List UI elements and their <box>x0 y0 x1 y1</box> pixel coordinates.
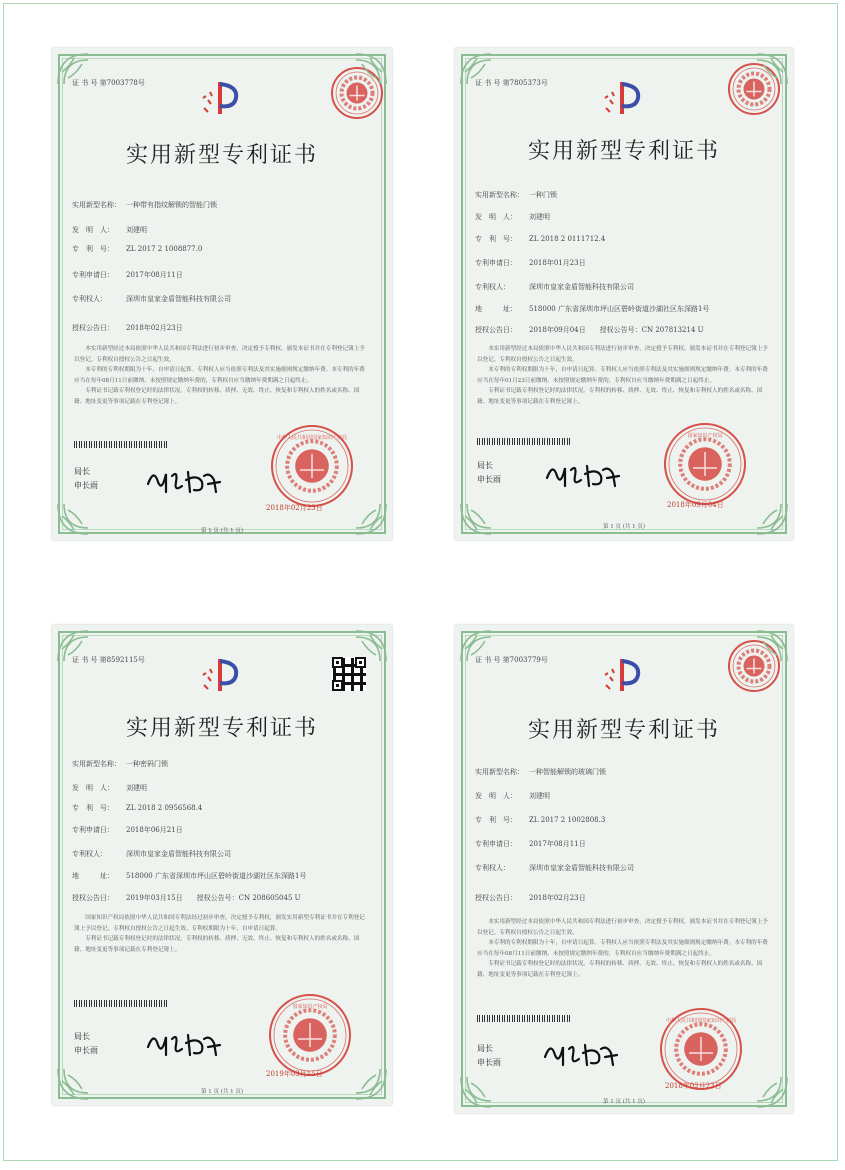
field-label: 专利权人： <box>475 864 510 872</box>
field-value: ZL 2018 2 0111712.4 <box>529 235 606 243</box>
page-number: 第 1 页 (共 1 页) <box>602 524 646 530</box>
seal-text: 中华人民共和国国家知识产权局 <box>665 1018 736 1024</box>
red-seal-icon <box>268 993 352 1077</box>
field-label: 专利申请日： <box>72 271 114 279</box>
field-value: 518000 广东省深圳市坪山区碧岭街道沙湖社区东深路1号 <box>126 872 307 880</box>
certificate-title: 实用新型专利证书 <box>125 143 318 168</box>
seal-text: 国家知识产权局 <box>292 1004 328 1010</box>
body-paragraph: 本专利的专利权期限为十年，自申请日起算。专利权人应当依照专利法及其实施细则规定缴纳年费。本专利的年费应当在每年08月11日前缴纳。未按照规定缴纳年费的，专利权自应当缴纳年费期满之日起终止。 <box>477 940 768 957</box>
certificate-number: 证 书 号 第8592115号 <box>72 656 145 664</box>
field-label: 发 明 人： <box>475 213 517 221</box>
field-label: 发 明 人： <box>72 784 114 792</box>
director-title: 局长 <box>74 467 90 476</box>
page-number: 第 1 页 (共 1 页) <box>602 1099 646 1105</box>
field-value: 深圳市皇家金盾智能科技有限公司 <box>529 283 634 291</box>
field-value: ZL 2018 2 0956568.4 <box>126 804 203 812</box>
certificate-body-text <box>477 917 771 980</box>
director-name: 申长雨 <box>477 475 501 484</box>
certificate-body-text <box>477 344 771 407</box>
field-label: 授权公告日： <box>72 894 114 902</box>
field-label: 地 址： <box>72 872 114 880</box>
certificate-title: 实用新型专利证书 <box>125 716 318 741</box>
field-value: 刘建明 <box>529 213 550 221</box>
field-label: 实用新型名称： <box>475 768 524 776</box>
field-row <box>475 839 586 849</box>
barcode-icon <box>477 438 572 445</box>
seal-date: 2018年02月23日 <box>665 1082 722 1090</box>
field-value: 深圳市皇家金盾智能科技有限公司 <box>529 864 634 872</box>
field-value: 2018年02月23日 <box>529 894 586 902</box>
corner-ornament-icon <box>56 52 90 86</box>
corner-ornament-icon <box>56 502 90 536</box>
certificate-number: 证 书 号 第7003779号 <box>475 656 548 664</box>
field-label: 专利权人： <box>72 850 107 858</box>
field-value: 刘建明 <box>126 784 147 792</box>
field-row <box>475 767 606 777</box>
field-row <box>72 225 147 235</box>
certificate-title: 实用新型专利证书 <box>527 139 720 164</box>
field-row <box>72 783 147 793</box>
field-row <box>72 759 168 769</box>
page-number: 第 1 页 (共 1 页) <box>200 1089 244 1095</box>
corner-ornament-icon <box>354 629 388 663</box>
director-title: 局长 <box>477 461 493 470</box>
corner-ornament-icon <box>755 1075 789 1109</box>
corner-ornament-icon <box>459 1075 493 1109</box>
field-label: 发 明 人： <box>72 226 114 234</box>
cnipa-logo-icon <box>602 655 646 695</box>
field-row <box>72 270 183 280</box>
barcode-icon <box>477 1015 572 1022</box>
field-label: 授权公告日： <box>475 894 517 902</box>
field-label: 专利权人： <box>72 295 107 303</box>
corner-ornament-icon <box>459 502 493 536</box>
field-row <box>72 893 301 903</box>
red-seal-icon <box>270 424 354 508</box>
field-value: 2018年02月23日 <box>126 324 183 332</box>
field-row <box>475 893 586 903</box>
field-label: 授权公告日： <box>475 326 517 334</box>
field-value: 深圳市皇家金盾智能科技有限公司 <box>126 295 231 303</box>
field-row <box>72 323 183 333</box>
cnipa-logo-icon <box>200 78 244 118</box>
body-paragraph: 本专利的专利权期限为十年，自申请日起算。专利权人应当依照专利法及其实施细则规定缴纳年费。本专利的年费应当在每年08月11日前缴纳。未按照规定缴纳年费的，专利权自应当缴纳年费期满之日起终止。 <box>74 367 365 384</box>
body-paragraph: 专利证书记载专利权登记时的法律状况。专利权的转移、质押、无效、终止、恢复和专利权人的姓名或名称、国籍、地址变更等事项记载在专利登记簿上。 <box>477 961 763 978</box>
body-paragraph: 本实用新型经过本局依照中华人民共和国专利法进行初步审查，决定授予专利权，颁发本证书并在专利登记簿上予以登记。专利权自授权公告之日起生效。 <box>477 346 768 363</box>
certificate-body-text <box>74 344 370 407</box>
field-value: ZL 2017 2 1008877.0 <box>126 245 203 253</box>
certificate-number: 证 书 号 第7805373号 <box>475 79 548 87</box>
field-row <box>475 212 550 222</box>
field-value: 刘建明 <box>529 792 550 800</box>
red-seal-icon <box>659 1007 743 1091</box>
field-label: 专利权人： <box>475 283 510 291</box>
field-value: 2019年03月15日 授权公告号：CN 208605045 U <box>126 894 301 902</box>
red-seal-icon <box>663 422 747 506</box>
corner-ornament-icon <box>56 1067 90 1101</box>
signature-icon <box>541 1035 621 1071</box>
seal-date: 2018年09月04日 <box>667 501 724 509</box>
field-row <box>72 825 183 835</box>
signature-icon <box>144 1025 224 1061</box>
field-row <box>475 190 557 200</box>
page-number: 第 1 页 (共 1 页) <box>200 528 244 534</box>
field-label: 专利申请日： <box>475 840 517 848</box>
certificate-1 <box>52 48 392 540</box>
field-label: 实用新型名称： <box>72 201 121 209</box>
field-label: 地 址： <box>475 305 517 313</box>
barcode-icon <box>74 1000 169 1007</box>
field-row <box>72 871 306 881</box>
field-label: 专利申请日： <box>475 259 517 267</box>
corner-ornament-icon <box>459 629 493 663</box>
field-value: 2018年06月21日 <box>126 826 183 834</box>
certificate-title: 实用新型专利证书 <box>527 718 720 743</box>
barcode-icon <box>74 441 169 448</box>
body-paragraph: 本实用新型经过本局依照中华人民共和国专利法进行初步审查，决定授予专利权，颁发本证书并在专利登记簿上予以登记。专利权自授权公告之日起生效。 <box>477 919 768 936</box>
seal-text: 中华人民共和国国家知识产权局 <box>276 435 347 441</box>
certificate-2 <box>455 48 793 540</box>
corner-ornament-icon <box>56 629 90 663</box>
signature-icon <box>543 456 623 492</box>
field-row <box>475 304 709 314</box>
corner-ornament-icon <box>755 52 789 86</box>
field-row <box>475 282 634 292</box>
corner-ornament-icon <box>755 502 789 536</box>
field-value: 2017年08月11日 <box>126 271 183 279</box>
field-label: 专 利 号： <box>72 804 114 812</box>
field-label: 实用新型名称： <box>475 191 524 199</box>
seal-date: 2018年02月23日 <box>266 504 323 512</box>
field-label: 专 利 号： <box>72 245 114 253</box>
director-title: 局长 <box>74 1032 90 1041</box>
field-label: 实用新型名称： <box>72 760 121 768</box>
director-name: 申长雨 <box>74 1046 98 1055</box>
field-value: ZL 2017 2 1002808.3 <box>529 816 606 824</box>
field-row <box>72 849 231 859</box>
field-row <box>72 294 231 304</box>
field-label: 专利申请日： <box>72 826 114 834</box>
field-row <box>72 244 202 254</box>
field-value: 深圳市皇家金盾智能科技有限公司 <box>126 850 231 858</box>
certificate-4 <box>455 625 793 1113</box>
body-paragraph: 专利证书记载专利权登记时的法律状况。专利权的转移、质押、无效、终止、恢复和专利权人的姓名或名称、国籍、地址变更等事项记载在专利登记簿上。 <box>74 388 360 405</box>
field-value: 刘建明 <box>126 226 147 234</box>
certificate-number: 证 书 号 第7003778号 <box>72 79 145 87</box>
field-row <box>475 863 634 873</box>
field-value: 2018年01月23日 <box>529 259 586 267</box>
field-value: 518000 广东省深圳市坪山区碧岭街道沙湖社区东深路1号 <box>529 305 710 313</box>
corner-ornament-icon <box>755 629 789 663</box>
cnipa-logo-icon <box>602 78 646 118</box>
corner-ornament-icon <box>354 502 388 536</box>
field-value: 2018年09月04日 授权公告号：CN 207813214 U <box>529 326 704 334</box>
body-paragraph: 专利证书记载专利权登记时的法律状况。专利权的转移、质押、无效、终止、恢复和专利权人的姓名或名称、国籍、地址变更等事项记载在专利登记簿上。 <box>477 388 763 405</box>
field-label: 授权公告日： <box>72 324 114 332</box>
corner-ornament-icon <box>459 52 493 86</box>
director-title: 局长 <box>477 1044 493 1053</box>
seal-date: 2019年03月15日 <box>266 1070 323 1078</box>
field-label: 专 利 号： <box>475 816 517 824</box>
corner-ornament-icon <box>354 1067 388 1101</box>
field-row <box>475 791 550 801</box>
field-row <box>72 200 217 210</box>
field-value: 一种门锁 <box>529 191 557 199</box>
seal-text: 国家知识产权局 <box>687 433 723 439</box>
body-paragraph: 本专利的专利权期限为十年，自申请日起算。专利权人应当依照专利法及其实施细则规定缴纳年费。本专利的年费应当在每年01月23日前缴纳。未按照规定缴纳年费的，专利权自应当缴纳年费期满之日起终止。 <box>477 367 768 384</box>
field-row <box>475 258 586 268</box>
field-value: 一种密码门锁 <box>126 760 168 768</box>
field-row <box>475 815 605 825</box>
field-value: 2017年08月11日 <box>529 840 586 848</box>
field-label: 发 明 人： <box>475 792 517 800</box>
field-row <box>72 803 202 813</box>
field-row <box>475 234 605 244</box>
body-paragraph: 本实用新型经过本局依照中华人民共和国专利法进行初步审查，决定授予专利权，颁发本证书并在专利登记簿上予以登记。专利权自授权公告之日起生效。 <box>74 346 365 363</box>
field-row <box>475 325 704 335</box>
director-name: 申长雨 <box>74 481 98 490</box>
corner-ornament-icon <box>354 52 388 86</box>
field-value: 一种带有指纹解锁的智能门锁 <box>126 201 217 209</box>
body-paragraph: 国家知识产权局依照中华人民共和国专利法经过初步审查，决定授予专利权，颁发实用新型专利证书并在专利登记簿上予以登记。专利权自授权公告之日起生效。专利权期限为十年，自申请日起算。 <box>74 915 365 932</box>
signature-icon <box>144 462 224 498</box>
field-label: 专 利 号： <box>475 235 517 243</box>
certificate-body-text <box>74 913 370 955</box>
certificate-3 <box>52 625 392 1105</box>
body-paragraph: 专利证书记载专利权登记时的法律状况。专利权的转移、质押、无效、终止、恢复和专利权人的姓名或名称、国籍、地址变更等事项记载在专利登记簿上。 <box>74 936 360 953</box>
field-value: 一种智能解锁的玻璃门锁 <box>529 768 606 776</box>
cnipa-logo-icon <box>200 655 244 695</box>
director-name: 申长雨 <box>477 1058 501 1067</box>
